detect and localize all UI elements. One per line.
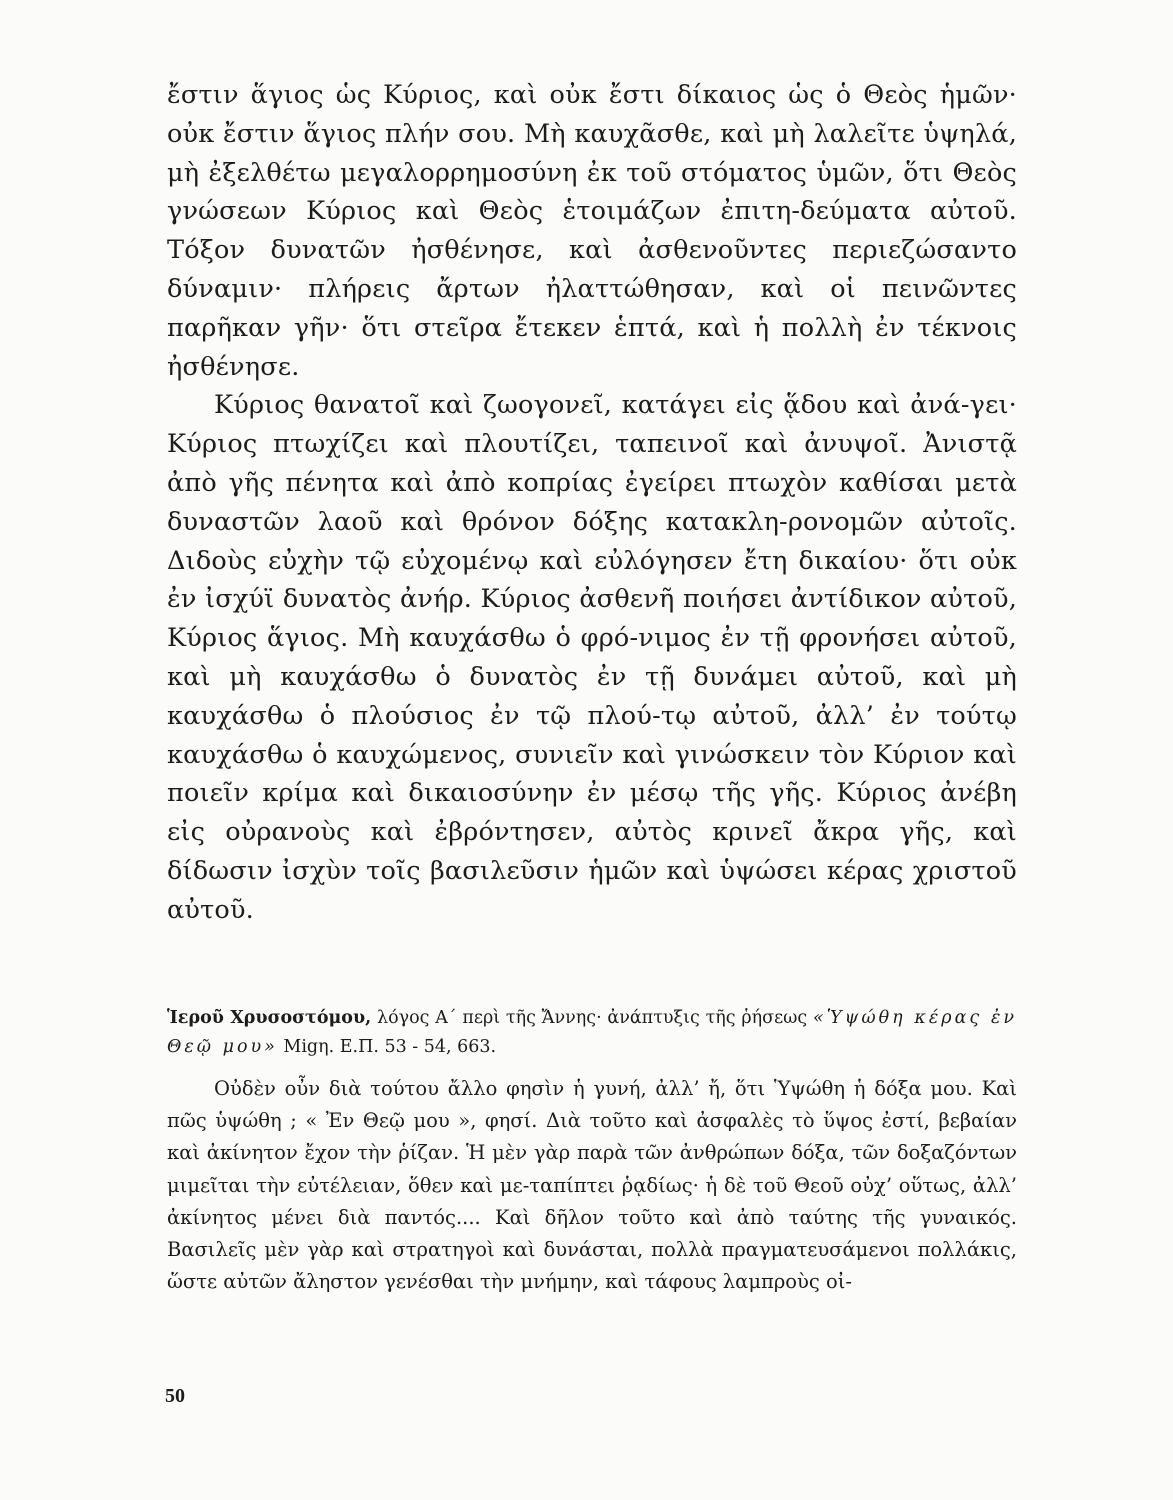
scripture-text-block (167, 76, 1017, 930)
commentary-text-block (167, 1073, 1017, 1298)
citation-reference: Migη. Ε.Π. 53 - 54, 663. (283, 1037, 497, 1057)
scripture-paragraph-1: ἔστιν ἅγιος ὡς Κύριος, καὶ οὐκ ἔστι δίκαιος ὡς ὁ Θεὸς ἡμῶν· οὐκ ἔστιν ἅγιος πλήν σου. Μὴ καυχᾶσθε, καὶ μὴ λαλεῖτε ὑψηλά, μὴ ἐξελθέτω μεγαλορρημοσύνη ἐκ τοῦ στόματος ὑμῶν, ὅτι Θεὸς γνώσεων Κύριος καὶ Θεὸς ἑτοιμάζων ἐπιτη-δεύματα αὐτοῦ. Τόξον δυνατῶν ἠσθένησε, καὶ ἀσθενοῦντες περιεζώσαντο δύναμιν· πλήρεις ἄρτων ἠλαττώθησαν, καὶ οἱ πεινῶντες παρῆκαν γῆν· ὅτι στεῖρα ἔτεκεν ἑπτά, καὶ ἡ πολλὴ ἐν τέκνοις ἠσθένησε. (167, 80, 1017, 382)
citation-quote: «Ὑψώθη κέρας ἐν Θεῷ μου» (167, 1008, 1017, 1057)
scripture-paragraph-2: Κύριος θανατοῖ καὶ ζωογονεῖ, κατάγει εἰς ᾅδου καὶ ἀνά-γει· Κύριος πτωχίζει καὶ πλουτίζει, ταπεινοῖ καὶ ἀνυψοῖ. Ἀνιστᾷ ἀπὸ γῆς πένητα καὶ ἀπὸ κοπρίας ἐγείρει πτωχὸν καθίσαι μετὰ δυναστῶν λαοῦ καὶ θρόνον δόξης κατακλη-ρονομῶν αὐτοῖς. Διδοὺς εὐχὴν τῷ εὐχομένῳ καὶ εὐλόγησεν ἔτη δικαίου· ὅτι οὐκ ἐν ἰσχύϊ δυνατὸς ἀνήρ. Κύριος ἀσθενῆ ποιήσει ἀντίδικον αὐτοῦ, Κύριος ἅγιος. Μὴ καυχάσθω ὁ φρό-νιμος ἐν τῇ φρονήσει αὐτοῦ, καὶ μὴ καυχάσθω ὁ δυνατὸς ἐν τῇ δυνάμει αὐτοῦ, καὶ μὴ καυχάσθω ὁ πλούσιος ἐν τῷ πλού-τῳ αὐτοῦ, ἀλλ’ ἐν τούτῳ καυχάσθω ὁ καυχώμενος, συνιεῖν καὶ γινώσκειν τὸν Κύριον καὶ ποιεῖν κρίμα καὶ δικαιοσύνην ἐν μέσῳ τῆς γῆς. Κύριος ἀνέβη εἰς οὐρανοὺς καὶ ἐβρόντησεν, αὐτὸς κρινεῖ ἄκρα γῆς, καὶ δίδωσιν ἰσχὺν τοῖς βασιλεῦσιν ἡμῶν καὶ ὑψώσει κέρας χριστοῦ αὐτοῦ. (167, 390, 1017, 925)
source-citation (167, 1004, 1017, 1062)
commentary-paragraph: Οὐδὲν οὖν διὰ τούτου ἄλλο φησὶν ἡ γυνή, ἀλλ’ ἤ, ὅτι Ὑψώθη ἡ δόξα μου. Καὶ πῶς ὑψώθη ; « Ἐν Θεῷ μου », φησί. Διὰ τοῦτο καὶ ἀσφαλὲς τὸ ὕψος ἐστί, βεβαίαν καὶ ἀκίνητον ἔχον τὴν ῥίζαν. Ἡ μὲν γὰρ παρὰ τῶν ἀνθρώπων δόξα, τῶν δοξαζόντων μιμεῖται τὴν εὐτέλειαν, ὅθεν καὶ με-ταπίπτει ῥᾳδίως· ἡ δὲ τοῦ Θεοῦ οὐχ’ οὕτως, ἀλλ’ ἀκίνητος μένει διὰ παντός.... Καὶ δῆλον τοῦτο καὶ ἀπὸ ταύτης τῆς γυναικός. Βασιλεῖς μὲν γὰρ καὶ στρατηγοὶ καὶ δυνάσται, πολλὰ πραγματευσάμενοι πολλάκις, ὥστε αὐτῶν ἄληστον γενέσθαι τὴν μνήμην, καὶ τάφους λαμπροὺς οἰ- (167, 1077, 1017, 1294)
citation-text: λόγος Α΄ περὶ τῆς Ἄννης· ἀνάπτυξις τῆς ῥήσεως (377, 1008, 808, 1028)
citation-author: Ἱεροῦ Χρυσοστόμου, (167, 1008, 372, 1028)
page-number: 50 (165, 1385, 185, 1407)
